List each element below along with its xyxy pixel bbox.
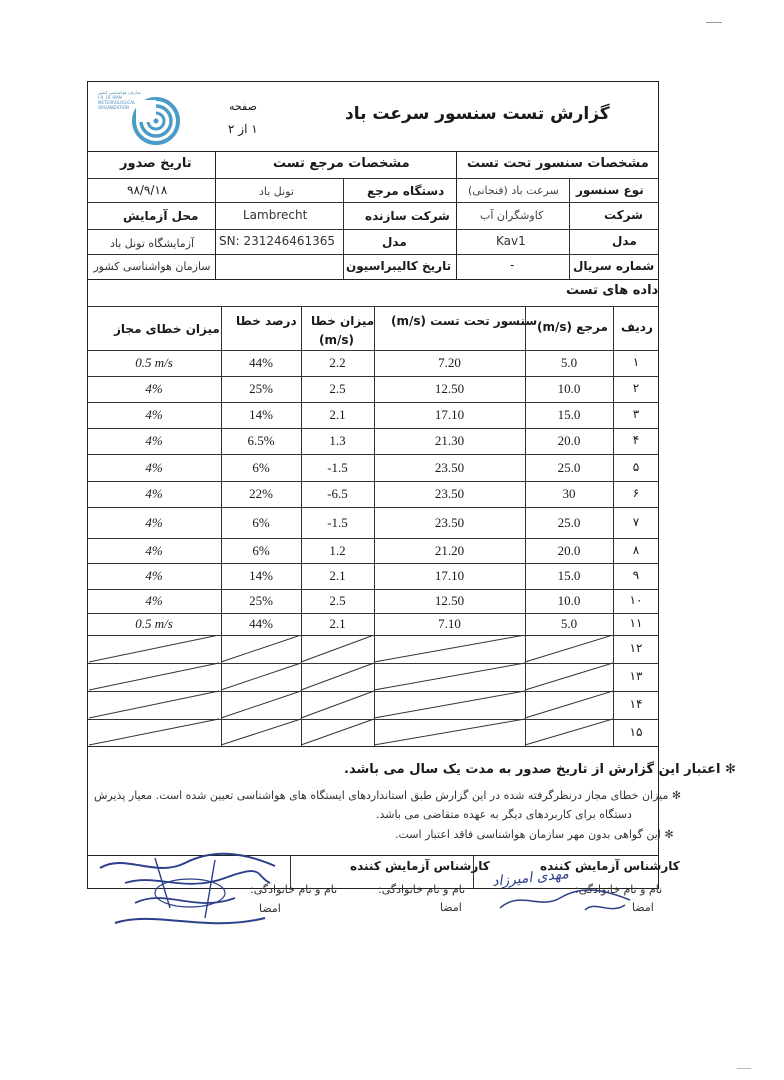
tester-handwritten-name: مهدی امیرزاد: [491, 866, 570, 890]
logo-emblem-icon: [96, 88, 204, 148]
test-location-label: محل آزمایش: [123, 209, 199, 223]
table-cell-n: ۲: [632, 381, 640, 395]
reference-maker-label: شرکت سازنده: [365, 209, 450, 223]
table-cell-allowed: 4%: [145, 593, 163, 608]
table-cell-allowed: 4%: [145, 407, 163, 422]
col-header-allowed-error: میزان خطای مجاز: [114, 322, 220, 336]
table-cell-sensor: 12.50: [434, 593, 465, 608]
page-number: ۱ از ۲: [228, 122, 258, 136]
table-cell-pct: 6.5%: [247, 433, 275, 448]
validity-note-text: اعتبار این گزارش از تاریخ صدور به مدت یک سال می باشد.: [344, 762, 721, 777]
table-cell-err: 2.1: [329, 568, 346, 583]
table-cell-err: 2.1: [329, 407, 346, 422]
empty-row-number: ۱۴: [629, 697, 643, 711]
sensor-model-value: Kav1: [496, 234, 526, 248]
table-cell-err: 2.5: [329, 381, 346, 396]
table-cell-err: 2.5: [329, 593, 346, 608]
empty-rows-strikeout: [87, 635, 613, 746]
tester-signature-icon: [490, 880, 640, 920]
table-cell-allowed: 4%: [145, 459, 163, 475]
table-cell-pct: 6%: [252, 459, 270, 475]
reference-model-value: SN: 231246461365: [219, 234, 336, 248]
table-cell-pct: 44%: [249, 355, 273, 370]
table-cell-err: 2.2: [329, 355, 346, 370]
table-cell-sensor: 17.10: [434, 407, 465, 422]
reference-calibration-label: تاریخ کالیبراسیون: [346, 259, 452, 273]
table-cell-n: ۵: [632, 459, 640, 474]
table-cell-err: 1.2: [329, 542, 346, 558]
table-cell-ref: 15.0: [557, 568, 581, 583]
table-cell-ref: 25.0: [557, 514, 581, 530]
table-cell-n: ۸: [632, 542, 640, 557]
sensor-company-value: کاوشگران آب: [480, 209, 544, 222]
table-cell-n: ۳: [632, 407, 640, 421]
reference-spec-heading: مشخصات مرجع تست: [273, 156, 410, 171]
col-header-sensor: سنسور تحت تست (m/s): [391, 314, 538, 328]
table-cell-allowed: 4%: [145, 486, 163, 501]
name-label-left: نام و نام خانوادگی:: [250, 883, 338, 896]
scan-mark: [706, 22, 722, 23]
table-cell-sensor: 23.50: [434, 514, 465, 530]
logo-text-line: I.R. OF IRAN: [98, 95, 122, 100]
tester-title-middle: کارشناس آزمایش کننده: [350, 859, 490, 873]
table-cell-n: ۱۱: [629, 616, 643, 630]
logo-text-line: METEOROLOGICAL: [98, 100, 136, 105]
table-cell-ref: 10.0: [557, 381, 581, 396]
test-data-heading: داده های تست: [566, 283, 659, 298]
table-cell-pct: 44%: [249, 616, 273, 631]
table-cell-n: ۴: [632, 433, 640, 447]
table-cell-allowed: 0.5 m/s: [135, 355, 173, 370]
table-cell-allowed: 0.5 m/s: [135, 616, 173, 631]
table-cell-sensor: 17.10: [434, 568, 465, 583]
sign-label-left: امضا: [259, 902, 281, 915]
sensor-serial-value: -: [510, 258, 515, 272]
table-cell-n: ۶: [632, 486, 640, 500]
table-cell-err: 2.1: [329, 616, 346, 631]
sensor-under-test-heading: مشخصات سنسور تحت تست: [467, 156, 649, 171]
asterisk-icon: ✻: [660, 828, 674, 841]
table-cell-ref: 25.0: [557, 459, 581, 475]
table-cell-sensor: 21.20: [434, 542, 465, 558]
col-header-reference: مرجع (m/s): [537, 320, 608, 334]
sensor-type-value: سرعت باد (فنجانی): [468, 184, 559, 197]
col-header-error-unit: (m/s): [319, 333, 354, 347]
sensor-company-label: شرکت: [604, 208, 643, 222]
allowed-error-note-line1: [94, 789, 681, 802]
scan-mark: [737, 1068, 751, 1069]
organization-logo: [96, 88, 204, 148]
table-cell-pct: 14%: [249, 568, 273, 583]
table-cell-allowed: 4%: [145, 433, 163, 448]
table-cell-sensor: 23.50: [434, 459, 465, 475]
stamp-validity-note: [395, 828, 674, 841]
sensor-serial-label: شماره سریال: [573, 259, 655, 273]
col-header-row: ردیف: [621, 320, 653, 334]
table-cell-allowed: 4%: [145, 542, 163, 558]
table-cell-pct: 6%: [252, 514, 270, 530]
table-cell-ref: 5.0: [560, 616, 578, 631]
note2-text: این گواهی بدون مهر سازمان هواشناسی فاقد اعتبار است.: [395, 828, 661, 841]
table-cell-n: ۷: [632, 514, 640, 529]
name-label-right: نام و نام خانوادگی:: [575, 883, 663, 896]
table-cell-ref: 20.0: [557, 542, 581, 558]
report-title: گزارش تست سنسور سرعت باد: [345, 104, 610, 124]
table-cell-ref: 15.0: [557, 407, 581, 422]
table-cell-pct: 14%: [249, 407, 273, 422]
asterisk-icon: ✻: [720, 762, 736, 777]
table-cell-allowed: 4%: [145, 381, 163, 396]
official-stamp-signature-icon: [95, 848, 280, 938]
table-cell-err: -1.5: [327, 514, 348, 530]
sign-label-right: امضا: [632, 901, 654, 914]
table-cell-n: ۹: [632, 568, 640, 582]
empty-row-number: ۱۳: [629, 669, 643, 683]
tester-title-right: کارشناس آزمایش کننده: [540, 859, 680, 873]
table-cell-sensor: 7.10: [438, 616, 461, 631]
reference-device-value: تونل باد: [259, 185, 294, 198]
table-cell-ref: 10.0: [557, 593, 581, 608]
issue-date-heading: تاریخ صدور: [120, 156, 192, 171]
issue-date-value: ۹۸/۹/۱۸: [127, 183, 168, 197]
note1-line1-text: میزان خطای مجاز درنظرگرفته شده در این گزارش طبق استانداردهای ایستگاه های هواشناسی تعیین شده است. معیار پذیرش: [94, 789, 669, 802]
allowed-error-note-line2: دستگاه برای کاربردهای دیگر به عهده متقاضی می باشد.: [376, 808, 632, 821]
name-label-middle: نام و نام خانوادگی:: [378, 883, 466, 896]
table-cell-err: -6.5: [327, 486, 348, 501]
table-cell-sensor: 21.30: [434, 433, 465, 448]
table-cell-ref: 20.0: [557, 433, 581, 448]
table-cell-sensor: 7.20: [438, 355, 461, 370]
reference-device-label: دستگاه مرجع: [367, 184, 445, 198]
reference-maker-value: Lambrecht: [243, 208, 308, 222]
table-cell-ref: 5.0: [560, 355, 578, 370]
table-cell-pct: 25%: [249, 593, 273, 608]
logo-text-line: سازمان هواشناسی کشور: [98, 90, 141, 95]
table-cell-pct: 6%: [252, 542, 270, 558]
sensor-model-label: مدل: [612, 234, 637, 248]
table-cell-err: -1.5: [327, 459, 348, 475]
sign-label-middle: امضا: [440, 901, 462, 914]
col-header-error-percent: درصد خطا: [236, 314, 297, 328]
table-cell-pct: 25%: [249, 381, 273, 396]
table-cell-allowed: 4%: [145, 514, 163, 530]
logo-text-line: ORGANIZATION: [98, 105, 129, 110]
page-label: صفحه: [229, 100, 257, 113]
table-cell-allowed: 4%: [145, 568, 163, 583]
table-cell-pct: 22%: [249, 486, 273, 501]
col-header-error: میزان خطا: [311, 314, 375, 328]
sensor-type-label: نوع سنسور: [576, 183, 644, 197]
table-cell-err: 1.3: [329, 433, 346, 448]
asterisk-icon: ✻: [668, 789, 682, 802]
table-cell-n: ۱: [632, 355, 640, 369]
empty-row-number: ۱۵: [629, 724, 643, 739]
reference-model-label: مدل: [382, 235, 407, 249]
table-cell-sensor: 23.50: [434, 486, 465, 501]
validity-note: [344, 762, 736, 777]
table-cell-ref: 30: [562, 486, 576, 501]
table-cell-sensor: 12.50: [434, 381, 465, 396]
empty-row-number: ۱۲: [629, 641, 643, 655]
test-location-value: آزمایشگاه تونل باد سازمان هواشناسی کشور: [93, 237, 211, 273]
table-cell-n: ۱۰: [629, 593, 643, 607]
